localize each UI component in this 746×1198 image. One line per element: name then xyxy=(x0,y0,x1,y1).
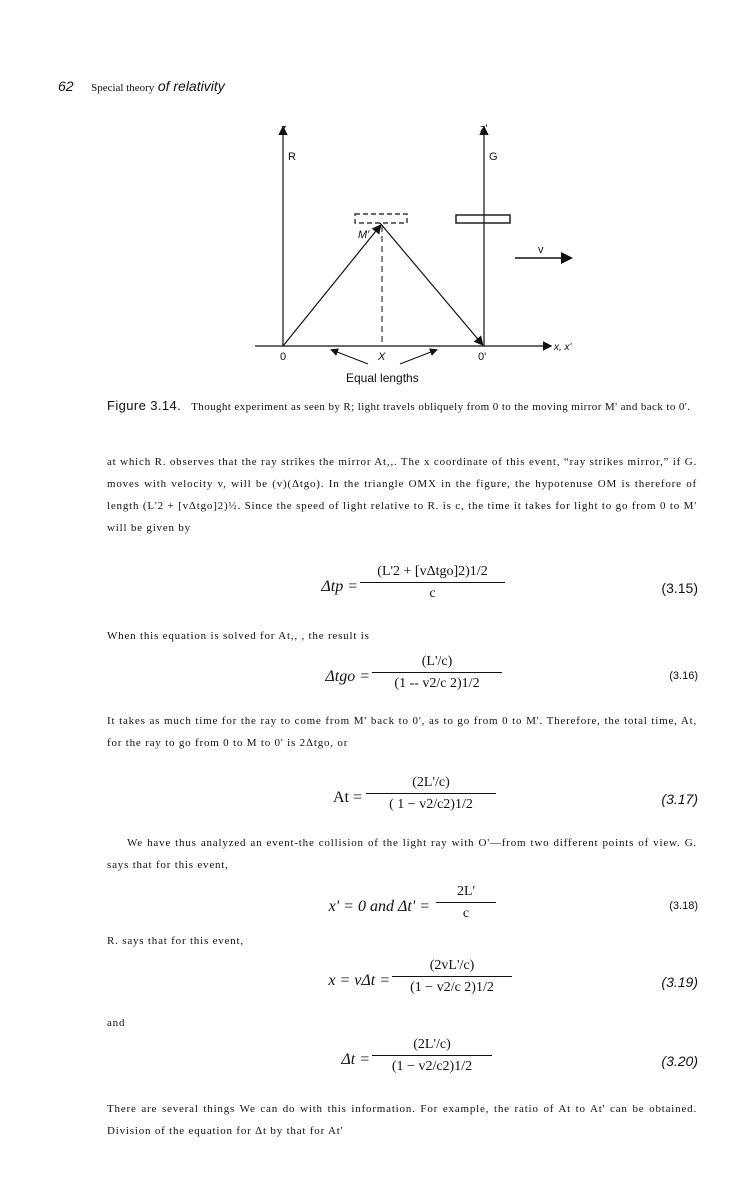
eq-3-20-lhs: Δt = xyxy=(341,1051,370,1068)
caption-text: Thought experiment as seen by R; light travels obliquely from 0 to the moving mirror M' and back to 0'. xyxy=(191,401,691,413)
eq-3-16-den: (1 -- v2/c 2)1/2 xyxy=(394,676,480,691)
equation-3-20 xyxy=(0,1037,746,1087)
eq-3-20-label: (3.20) xyxy=(661,1053,698,1069)
paragraph-1: at which R. observes that the ray strikes the mirror At,,. The x coordinate of this event, “ray strikes mirror,” if G. moves with velocity v, will be (v)(Δtgo). In the triangle OMX in the figure, the hypotenuse OM is therefore of length (L'2 + [vΔtgo]2)½. Since the speed of light relative to R. is c, the time it takes for light to go from 0 to M' will be given by xyxy=(107,456,697,534)
label-axis: x, x' xyxy=(554,342,572,353)
eq-3-15-den: c xyxy=(429,586,436,601)
label-X: X xyxy=(378,351,386,363)
eq-3-17-lhs: At = xyxy=(332,789,362,806)
paragraph-6: and xyxy=(107,1017,126,1029)
paragraph-2: When this equation is solved for At,, , the result is xyxy=(107,630,370,642)
eq-3-19-num: (2vL'/c) xyxy=(392,958,512,977)
paragraph-5: R. says that for this event, xyxy=(107,935,244,947)
running-title-a: Special theory xyxy=(91,82,155,94)
equation-3-17 xyxy=(0,775,746,825)
equation-3-18 xyxy=(0,884,746,934)
eq-3-17-den: ( 1 − v2/c2)1/2 xyxy=(389,797,473,812)
running-header xyxy=(58,78,225,96)
equation-3-19 xyxy=(0,958,746,1008)
eq-3-18-num: 2L' xyxy=(436,884,496,903)
eq-3-15-frac xyxy=(360,564,505,602)
equation-3-16 xyxy=(0,654,746,704)
eq-3-20-num: (2L'/c) xyxy=(372,1037,492,1056)
eq-3-15-label: (3.15) xyxy=(661,580,698,596)
label-v: v xyxy=(538,244,544,256)
paragraph-3: It takes as much time for the ray to come from M' back to 0', as to go from 0 to M'. Therefore, the total time, At, for the ray to go from 0 to M to 0' is 2Δtgo, or xyxy=(107,715,697,749)
mirror-past xyxy=(355,214,407,223)
eq-3-15-num: (L'2 + [vΔtgo]2)1/2 xyxy=(360,564,505,583)
eq-3-18-label: (3.18) xyxy=(669,900,698,912)
caption-label: Figure 3.14. xyxy=(107,398,182,413)
eq-3-19-lhs: x = vΔt = xyxy=(328,972,390,989)
mirror-moving xyxy=(456,215,510,223)
eq-3-17-num: (2L'/c) xyxy=(366,775,496,794)
eq-3-20-frac xyxy=(372,1037,492,1075)
equal-pointer-left xyxy=(332,350,368,364)
equation-3-15 xyxy=(0,564,746,614)
label-M-prime: M' xyxy=(358,229,370,241)
label-O-prime: 0' xyxy=(478,351,487,363)
label-z: z xyxy=(281,123,287,135)
label-origin: 0 xyxy=(280,351,287,363)
label-R: R xyxy=(288,151,296,163)
eq-3-16-lhs: Δtgo = xyxy=(325,668,370,685)
label-equal-lengths: Equal lengths xyxy=(346,371,419,385)
paragraph-4: We have thus analyzed an event-the collision of the light ray with O'—from two different points of view. G. says that for this event, xyxy=(107,837,697,871)
eq-3-19-den: (1 − v2/c 2)1/2 xyxy=(410,980,494,995)
figure-caption xyxy=(107,397,707,416)
eq-3-17-label: (3.17) xyxy=(661,791,698,807)
ray-down xyxy=(380,223,482,344)
figure-3-14 xyxy=(250,118,590,393)
eq-3-15-lhs: Δtp = xyxy=(321,578,358,595)
paragraph-7: There are several things We can do with this information. For example, the ratio of At to At' can be obtained. Division of the equation for Δt by that for At' xyxy=(107,1103,697,1137)
eq-3-18-den: c xyxy=(462,906,470,921)
eq-3-17-frac xyxy=(366,775,496,813)
eq-3-16-frac xyxy=(372,654,502,692)
equal-pointer-right xyxy=(400,350,436,364)
eq-3-19-frac xyxy=(392,958,512,996)
label-z-prime: z' xyxy=(480,123,488,135)
page-number: 62 xyxy=(58,78,74,94)
eq-3-19-label: (3.19) xyxy=(661,974,698,990)
running-title-b: of relativity xyxy=(157,78,225,94)
eq-3-18-frac xyxy=(436,884,496,922)
eq-3-20-den: (1 − v2/c2)1/2 xyxy=(391,1059,473,1074)
eq-3-16-num: (L'/c) xyxy=(372,654,502,673)
ray-up xyxy=(283,226,380,346)
eq-3-16-label: (3.16) xyxy=(669,670,698,682)
label-G: G xyxy=(489,151,498,163)
eq-3-18-text: x' = 0 and Δt' = xyxy=(328,898,430,915)
